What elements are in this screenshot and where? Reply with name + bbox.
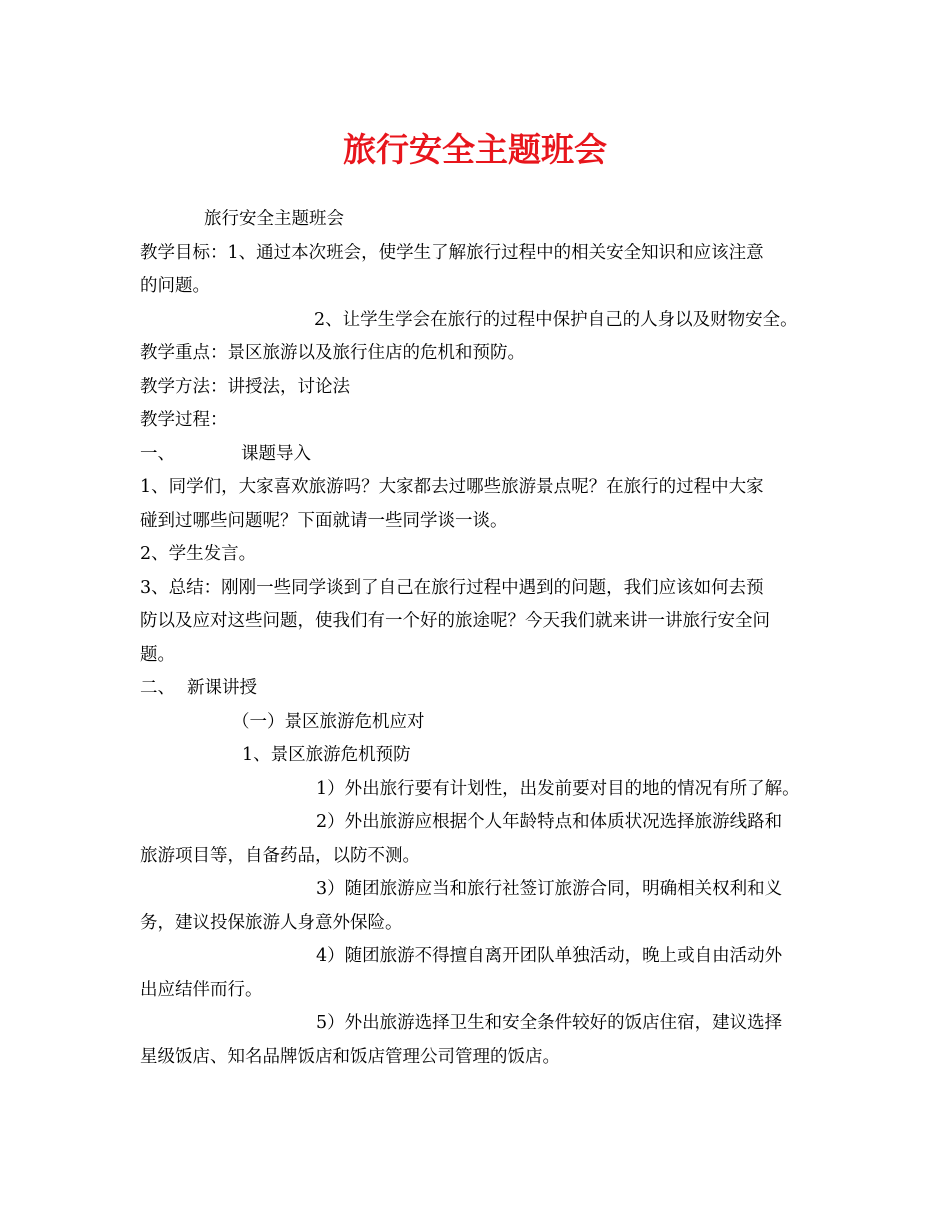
list-item-cont: 出应结伴而行。 bbox=[140, 979, 263, 1000]
method-line: 教学方法：讲授法，讨论法 bbox=[140, 376, 350, 397]
list-item: 5）外出旅游选择卫生和安全条件较好的饭店住宿，建议选择 bbox=[316, 1013, 783, 1033]
list-item: 2）外出旅游应根据个人年龄特点和体质状况选择旅游线路和 bbox=[316, 812, 783, 832]
paragraph-line: 防以及应对这些问题，使我们有一个好的旅途呢？今天我们就来讲一讲旅行安全问 bbox=[140, 611, 770, 631]
list-item: 3）随团旅游应当和旅行社签订旅游合同，明确相关权利和义 bbox=[316, 879, 783, 899]
list-item-cont: 旅游项目等，自备药品，以防不测。 bbox=[140, 845, 420, 866]
section-2-label: 新课讲授 bbox=[187, 678, 257, 698]
list-item-cont: 星级饭店、知名品牌饭店和饭店管理公司管理的饭店。 bbox=[140, 1046, 560, 1067]
section-2-number: 二、 bbox=[140, 678, 175, 698]
paragraph-line: 碰到过哪些问题呢？下面就请一些同学谈一谈。 bbox=[140, 510, 508, 531]
paragraph-line: 1、同学们，大家喜欢旅游吗？大家都去过哪些旅游景点呢？在旅行的过程中大家 bbox=[140, 477, 764, 497]
subsection-heading: （一）景区旅游危机应对 bbox=[232, 711, 425, 732]
list-item: 4）随团旅游不得擅自离开团队单独活动，晚上或自由活动外 bbox=[316, 946, 783, 966]
objective-line-cont: 的问题。 bbox=[140, 276, 210, 296]
paragraph-line: 2、学生发言。 bbox=[140, 544, 257, 564]
objective-line: 教学目标：1、通过本次班会，使学生了解旅行过程中的相关安全知识和应该注意 bbox=[140, 242, 764, 263]
document-body bbox=[140, 203, 830, 1074]
list-item-cont: 务，建议投保旅游人身意外保险。 bbox=[140, 912, 403, 933]
paragraph-line: 3、总结：刚刚一些同学谈到了自己在旅行过程中遇到的问题，我们应该如何去预 bbox=[140, 577, 764, 598]
section-1-heading bbox=[140, 438, 830, 472]
process-heading: 教学过程： bbox=[140, 410, 228, 430]
paragraph-line: 题。 bbox=[140, 644, 175, 665]
objective-2-line: 2、让学生学会在旅行的过程中保护自己的人身以及财物安全。 bbox=[314, 309, 798, 330]
section-1-label: 课题导入 bbox=[241, 443, 311, 464]
list-item: 1）外出旅行要有计划性，出发前要对目的地的情况有所了解。 bbox=[316, 778, 800, 799]
focus-line: 教学重点：景区旅游以及旅行住店的危机和预防。 bbox=[140, 343, 525, 363]
subsection-item-heading: 1、景区旅游危机预防 bbox=[242, 745, 411, 765]
section-1-number: 一、 bbox=[140, 443, 175, 464]
section-2-heading bbox=[140, 672, 830, 706]
subtitle-line: 旅行安全主题班会 bbox=[204, 209, 344, 229]
document-title: 旅行安全主题班会 bbox=[343, 130, 607, 169]
